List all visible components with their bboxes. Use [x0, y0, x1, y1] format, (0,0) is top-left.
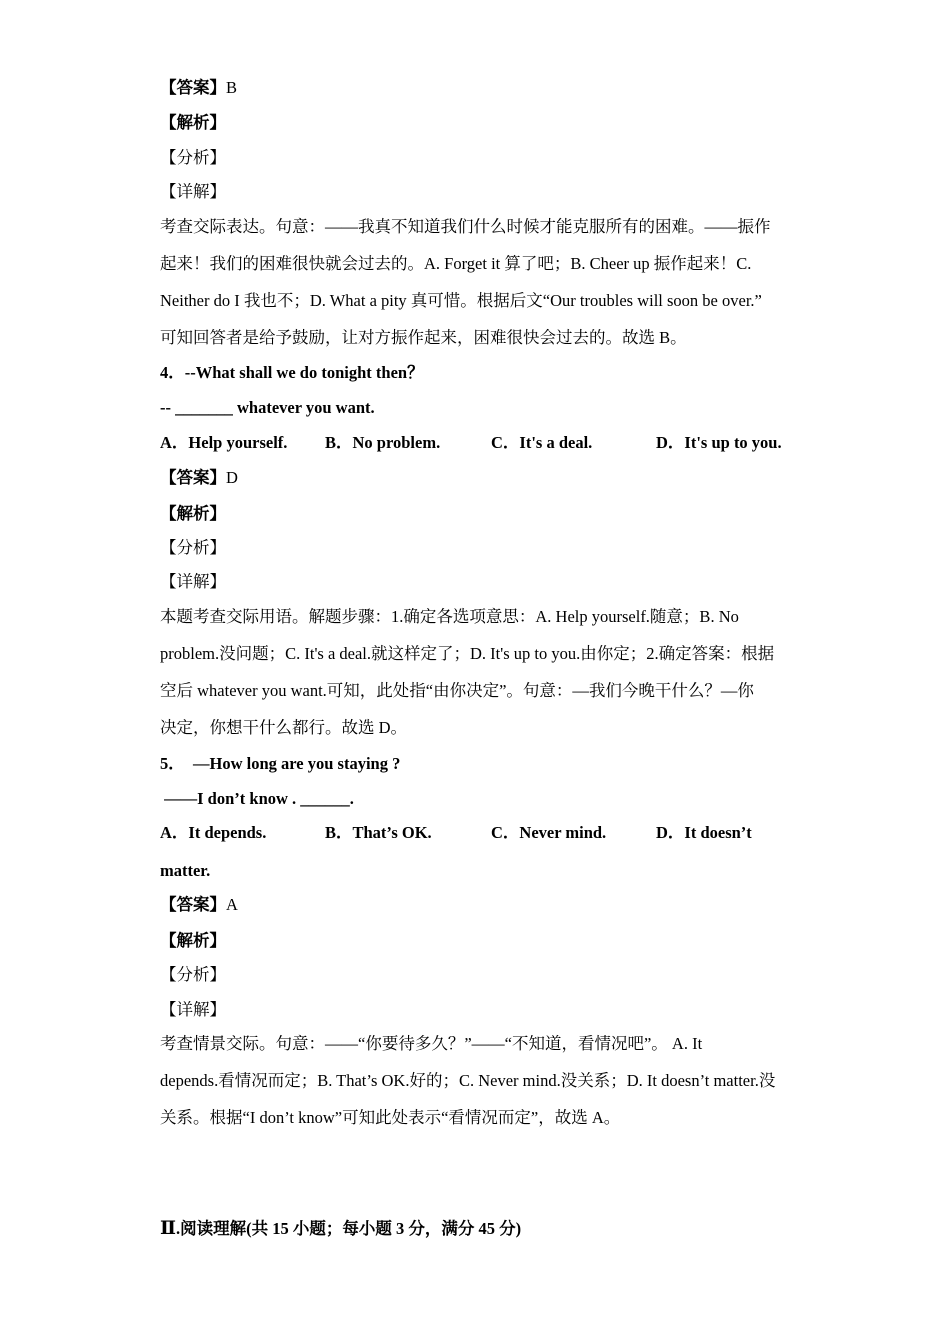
section-number: Ⅱ: [160, 1218, 177, 1239]
q5-reply: ——I don’t know . ______.: [160, 789, 354, 808]
q5-option-c: C．Never mind.: [491, 823, 607, 842]
q5-explanation-line: 关系。根据“I don’t know”可知此处表示“看情况而定”，故选 A。: [160, 1108, 621, 1127]
q4-answer: D: [226, 468, 238, 487]
q5-option-a: A．It depends.: [160, 823, 267, 842]
q5-answer: A: [226, 895, 238, 914]
q4-jiexi-heading: 【解析】: [160, 504, 226, 523]
q5-option-b: B．That’s OK.: [325, 823, 432, 842]
section-heading: [160, 1219, 521, 1238]
q3-answer: B: [226, 78, 238, 97]
q4-explanation-line: 空后 whatever you want.可知，此处指“由你决定”。句意：—我们今晚干什么？—你: [160, 681, 754, 700]
q5-fenxi-heading: 【分析】: [160, 965, 226, 984]
answer-tag: 【答案】: [160, 895, 226, 914]
q3-explanation-line: Neither do I 我也不；D. What a pity 真可惜。根据后文“Our troubles will soon be over.”: [160, 291, 762, 310]
q3-explanation-line: 起来！我们的困难很快就会过去的。A. Forget it 算了吧；B. Cheer up 振作起来！C.: [160, 254, 752, 273]
q4-xiangjie-heading: 【详解】: [160, 572, 226, 591]
q5-answer-line: [160, 897, 238, 914]
q5-xiangjie-heading: 【详解】: [160, 1000, 226, 1019]
q4-explanation-line: problem.没问题；C. It's a deal.就这样定了；D. It's up to you.由你定；2.确定答案：根据: [160, 644, 775, 663]
section-title: .阅读理解(共 15 小题；每小题 3 分，满分 45 分): [176, 1219, 522, 1238]
q3-explanation-line: 考查交际表达。句意：——我真不知道我们什么时候才能克服所有的困难。——振作: [160, 217, 771, 236]
q5-explanation-line: 考查情景交际。句意：——“你要待多久？”——“不知道，看情况吧”。 A. It: [160, 1034, 703, 1053]
q4-option-c: C．It's a deal.: [491, 433, 593, 452]
q3-answer-line: [160, 80, 237, 97]
q4-option-d: D．It's up to you.: [656, 433, 782, 452]
q4-option-a: A．Help yourself.: [160, 433, 288, 452]
q3-fenxi-heading: 【分析】: [160, 148, 226, 167]
q4-answer-line: [160, 470, 238, 487]
q4-stem: 4．--What shall we do tonight then？: [160, 363, 424, 382]
q3-jiexi-heading: 【解析】: [160, 113, 226, 132]
q4-explanation-line: 决定，你想干什么都行。故选 D。: [160, 718, 408, 737]
answer-tag: 【答案】: [160, 468, 226, 487]
answer-tag: 【答案】: [160, 78, 226, 97]
q5-explanation-line: depends.看情况而定；B. That’s OK.好的；C. Never mind.没关系；D. It doesn’t matter.没: [160, 1071, 776, 1090]
q5-stem: 5． —How long are you staying ?: [160, 754, 401, 773]
q5-option-d: D．It doesn’t: [656, 823, 752, 842]
q5-option-d-continued: matter.: [160, 861, 211, 880]
q5-jiexi-heading: 【解析】: [160, 931, 226, 950]
q4-fenxi-heading: 【分析】: [160, 538, 226, 557]
q4-explanation-line: 本题考查交际用语。解题步骤：1.确定各选项意思：A. Help yourself.随意；B. No: [160, 607, 739, 626]
q4-option-b: B．No problem.: [325, 433, 441, 452]
q3-explanation-line: 可知回答者是给予鼓励，让对方振作起来，困难很快会过去的。故选 B。: [160, 328, 687, 347]
q4-reply: -- _______ whatever you want.: [160, 398, 375, 417]
q3-xiangjie-heading: 【详解】: [160, 182, 226, 201]
